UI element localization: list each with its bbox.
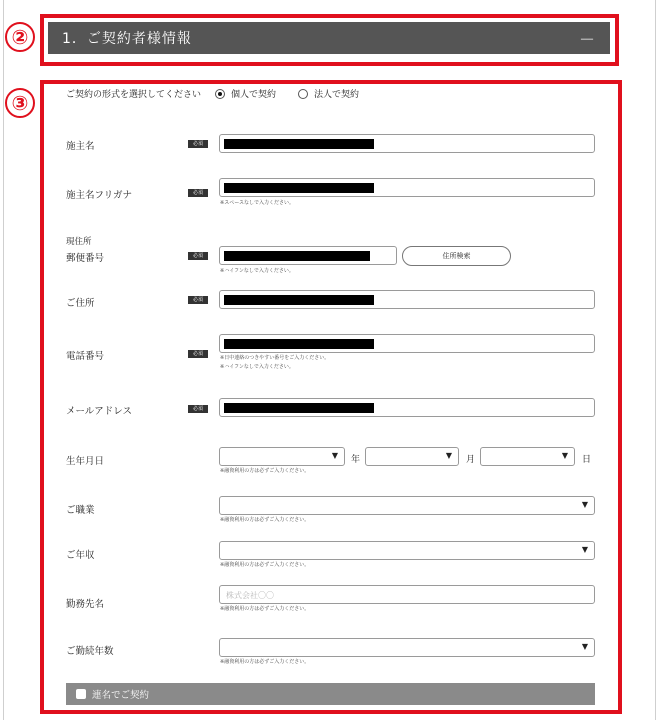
owner-kana-label: 施主名フリガナ [66,190,133,201]
chevron-down-icon: ▼ [331,451,338,460]
chevron-down-icon: ▼ [581,642,588,651]
redacted-value [224,295,374,305]
chevron-down-icon: ▼ [445,451,452,460]
required-badge: 必須 [188,350,208,358]
employer-input[interactable] [219,585,595,604]
owner-kana-input[interactable] [219,178,595,197]
contract-type-prompt: ご契約の形式を選択してください [66,90,202,100]
day-unit: 日 [582,455,592,465]
required-badge: 必須 [188,252,208,260]
occupation-note: ※融資利用の方は必ずご入力ください。 [220,517,310,523]
phone-note-2: ※ハイフンなしで入力ください。 [220,364,294,370]
postal-note: ※ハイフンなしで入力ください。 [220,268,294,274]
income-select[interactable] [219,541,595,560]
checkbox-icon[interactable] [76,689,86,699]
month-unit: 月 [466,455,476,465]
tenure-label: ご勤続年数 [66,646,114,657]
employer-note: ※融資利用の方は必ずご入力ください。 [220,606,310,612]
postal-label: 郵便番号 [66,253,105,264]
phone-label: 電話番号 [66,351,105,362]
address-search-button[interactable]: 住所検索 [402,246,511,266]
postal-input[interactable] [219,246,397,265]
redacted-value [224,183,374,193]
birthdate-note: ※融資利用の方は必ずご入力ください。 [220,468,310,474]
required-badge: 必須 [188,405,208,413]
chevron-down-icon: ▼ [581,500,588,509]
owner-kana-note: ※スペースなしで入力ください。 [220,200,294,206]
joint-contract-bar[interactable] [66,683,595,705]
year-unit: 年 [351,455,361,465]
highlight-box-form [40,80,622,714]
radio-checked-icon[interactable] [215,89,225,99]
radio-individual-label: 個人で契約 [231,90,277,100]
radio-individual[interactable] [215,87,276,100]
phone-note-1: ※日中連絡のつきやすい番号をご入力ください。 [220,355,330,361]
radio-corporate-label: 法人で契約 [314,90,360,100]
contract-type-group [66,87,381,100]
address-group-label: 現住所 [66,237,92,247]
annotation-marker-3: ③ [5,88,35,118]
required-badge: 必須 [188,296,208,304]
radio-unchecked-icon[interactable] [298,89,308,99]
owner-name-input[interactable] [219,134,595,153]
birth-day-select[interactable] [480,447,575,466]
tenure-select[interactable] [219,638,595,657]
employer-placeholder: 株式会社〇〇 [226,591,274,600]
section-title: 1．ご契約者様情報 [62,31,192,47]
required-badge: 必須 [188,140,208,148]
employer-label: 勤務先名 [66,599,105,610]
birth-year-select[interactable] [219,447,345,466]
highlight-box-header [40,14,619,66]
joint-contract-label: 連名でご契約 [92,690,150,701]
chevron-down-icon: ▼ [581,545,588,554]
birthdate-label: 生年月日 [66,456,105,467]
collapse-icon[interactable]: － [578,29,596,49]
phone-input[interactable] [219,334,595,353]
income-note: ※融資利用の方は必ずご入力ください。 [220,562,310,568]
redacted-value [224,251,370,261]
redacted-value [224,139,374,149]
redacted-value [224,339,374,349]
address-input[interactable] [219,290,595,309]
birth-month-select[interactable] [365,447,459,466]
email-input[interactable] [219,398,595,417]
occupation-select[interactable] [219,496,595,515]
annotation-marker-2: ② [5,22,35,52]
owner-name-label: 施主名 [66,141,95,152]
redacted-value [224,403,374,413]
email-label: メールアドレス [66,406,133,417]
required-badge: 必須 [188,189,208,197]
chevron-down-icon: ▼ [561,451,568,460]
income-label: ご年収 [66,550,95,561]
address-label: ご住所 [66,298,95,309]
radio-corporate[interactable] [298,87,359,100]
occupation-label: ご職業 [66,505,95,516]
tenure-note: ※融資利用の方は必ずご入力ください。 [220,659,310,665]
